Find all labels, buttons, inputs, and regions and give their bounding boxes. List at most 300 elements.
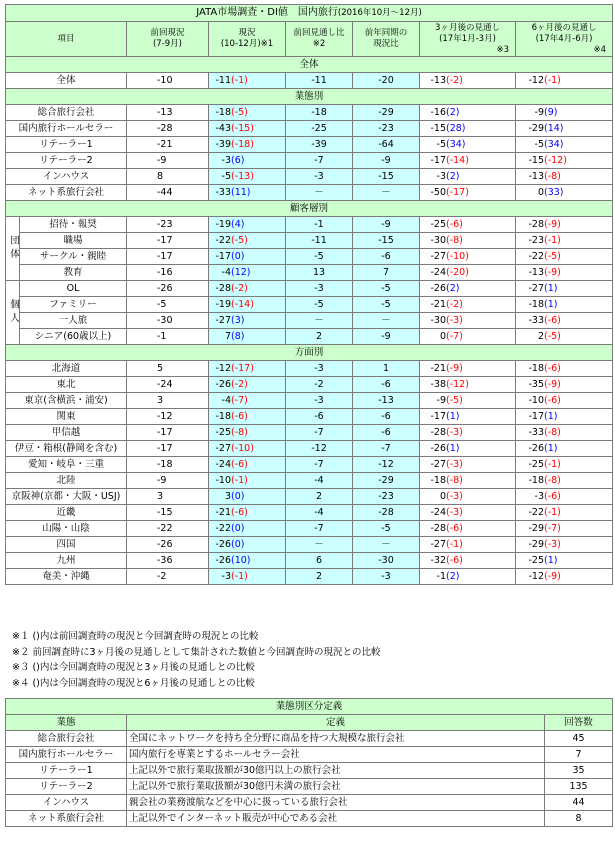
cell-forecast-3m [420, 313, 516, 329]
cell-prev-forecast: 2 [286, 329, 353, 345]
now-value: -5 [221, 170, 231, 182]
table-row [6, 169, 613, 185]
now-value: -43 [215, 122, 231, 134]
row-label: 東北 [6, 377, 127, 393]
f3-change: (-3) [446, 314, 463, 326]
cell-prev: -18 [127, 457, 209, 473]
cell-forecast-6m [516, 377, 613, 393]
now-change: (-15) [231, 122, 254, 134]
table-row [6, 569, 613, 585]
cell-prev-forecast: － [286, 185, 353, 201]
cell-forecast-6m [516, 569, 613, 585]
f3-change: (-7) [446, 330, 463, 342]
now-value: -10 [215, 474, 231, 486]
cell-yoy: -23 [353, 489, 420, 505]
definition-header-row [6, 715, 613, 731]
cell-prev: -15 [127, 505, 209, 521]
cell-yoy: -3 [353, 569, 420, 585]
f3-change: (-8) [446, 474, 463, 486]
cell-yoy: -29 [353, 473, 420, 489]
now-value: -19 [215, 218, 231, 230]
cell-now [209, 473, 286, 489]
definition-header-desc: 定義 [127, 715, 545, 731]
now-change: (-1) [231, 474, 248, 486]
f3-change: (-9) [446, 362, 463, 374]
f3-change: (2) [446, 570, 460, 582]
header-prev: 前回現況 (7-9月) [127, 22, 209, 57]
cell-forecast-6m [516, 233, 613, 249]
table-row [6, 377, 613, 393]
cell-prev-forecast: -7 [286, 521, 353, 537]
f6-value: -27 [528, 282, 544, 294]
f3-value: -28 [430, 522, 446, 534]
f6-change: (-9) [544, 378, 561, 390]
row-label: OL [20, 281, 127, 297]
cell-forecast-3m [420, 457, 516, 473]
f3-change: (2) [446, 170, 460, 182]
cell-now [209, 297, 286, 313]
now-change: (0) [231, 538, 245, 550]
f6-change: (-6) [544, 394, 561, 406]
cell-prev-forecast: 13 [286, 265, 353, 281]
f6-value: -29 [528, 522, 544, 534]
definition-count: 35 [545, 763, 613, 779]
cell-forecast-3m [420, 489, 516, 505]
cell-prev-forecast: -6 [286, 409, 353, 425]
cell-prev-forecast: -2 [286, 377, 353, 393]
now-change: (12) [231, 266, 251, 278]
now-change: (-8) [231, 426, 248, 438]
title-row [6, 5, 613, 22]
row-label: 職場 [20, 233, 127, 249]
f3-change: (2) [446, 106, 460, 118]
cell-forecast-6m [516, 489, 613, 505]
f6-value: -18 [528, 474, 544, 486]
now-change: (-17) [231, 362, 254, 374]
table-row [6, 521, 613, 537]
cell-forecast-6m [516, 425, 613, 441]
f6-value: -25 [528, 554, 544, 566]
f6-change: (-5) [544, 330, 561, 342]
cell-yoy: -13 [353, 393, 420, 409]
definition-type: リテーラー2 [6, 779, 127, 795]
cell-forecast-3m [420, 425, 516, 441]
section-title: 顧客層別 [6, 201, 613, 217]
cell-prev-forecast: -3 [286, 281, 353, 297]
f3-value: -26 [430, 282, 446, 294]
section-header-row [6, 57, 613, 73]
cell-now [209, 137, 286, 153]
cell-forecast-3m [420, 409, 516, 425]
now-value: -27 [215, 314, 231, 326]
now-value: -18 [215, 106, 231, 118]
now-change: (3) [231, 314, 245, 326]
f6-value: -17 [528, 410, 544, 422]
now-value: -25 [215, 426, 231, 438]
row-label: 招待・報奨 [20, 217, 127, 233]
table-row [6, 105, 613, 121]
cell-yoy: -64 [353, 137, 420, 153]
cell-forecast-6m [516, 505, 613, 521]
f6-change: (-8) [544, 474, 561, 486]
now-change: (-5) [231, 106, 248, 118]
cell-prev-forecast: 6 [286, 553, 353, 569]
f3-change: (-6) [446, 554, 463, 566]
cell-forecast-6m [516, 553, 613, 569]
definition-desc: 国内旅行を専業とするホールセラー会社 [127, 747, 545, 763]
f3-change: (34) [446, 138, 466, 150]
cell-prev-forecast: 2 [286, 489, 353, 505]
cell-prev-forecast: -5 [286, 297, 353, 313]
f6-change: (34) [544, 138, 564, 150]
table-row [6, 393, 613, 409]
cell-forecast-6m [516, 313, 613, 329]
table-title [6, 5, 613, 22]
f6-change: (-1) [544, 234, 561, 246]
f3-value: -13 [430, 74, 446, 86]
f3-value: -5 [436, 138, 446, 150]
group-label-dantai [6, 217, 20, 281]
f6-change: (-1) [544, 506, 561, 518]
cell-now [209, 249, 286, 265]
f3-change: (1) [446, 410, 460, 422]
cell-forecast-6m [516, 185, 613, 201]
cell-forecast-3m [420, 537, 516, 553]
footnote: ※３ ()内は今回調査時の現況と3ヶ月後の見通しとの比較 [12, 662, 255, 673]
now-value: -11 [215, 74, 231, 86]
row-label: 関東 [6, 409, 127, 425]
f3-change: (-8) [446, 234, 463, 246]
f6-value: -22 [528, 506, 544, 518]
f6-change: (1) [544, 554, 558, 566]
f6-value: -25 [528, 458, 544, 470]
header-item: 項目 [6, 22, 127, 57]
cell-forecast-6m [516, 361, 613, 377]
f6-value: -29 [528, 122, 544, 134]
table-row [6, 297, 613, 313]
now-value: -22 [215, 234, 231, 246]
f6-change: (-1) [544, 74, 561, 86]
now-change: (-5) [231, 234, 248, 246]
cell-now [209, 569, 286, 585]
f6-value: -23 [528, 234, 544, 246]
f6-change: (1) [544, 298, 558, 310]
f6-value: -12 [528, 570, 544, 582]
now-value: -39 [215, 138, 231, 150]
f3-value: -38 [430, 378, 446, 390]
definition-desc: 全国にネットワークを持ち全分野に商品を持つ大規模な旅行会社 [127, 731, 545, 747]
f3-value: -21 [430, 362, 446, 374]
f3-value: -30 [430, 314, 446, 326]
section-title: 方面別 [6, 345, 613, 361]
table-row [6, 361, 613, 377]
f6-value: 0 [537, 186, 544, 198]
f3-value: -21 [430, 298, 446, 310]
cell-forecast-6m [516, 393, 613, 409]
cell-prev-forecast: -7 [286, 153, 353, 169]
definition-desc: 親会社の業務渡航などを中心に扱っている旅行会社 [127, 795, 545, 811]
f3-change: (-6) [446, 522, 463, 534]
f3-value: -50 [430, 186, 446, 198]
cell-prev: -17 [127, 233, 209, 249]
cell-yoy: -7 [353, 441, 420, 457]
now-change: (6) [231, 154, 245, 166]
f3-change: (-10) [446, 250, 469, 262]
cell-forecast-3m [420, 441, 516, 457]
f3-change: (-6) [446, 218, 463, 230]
cell-yoy: － [353, 185, 420, 201]
cell-forecast-6m [516, 281, 613, 297]
f6-value: -28 [528, 218, 544, 230]
title-text: JATA市場調査・DI値 国内旅行 [196, 7, 338, 18]
row-label: 全体 [6, 73, 127, 89]
row-label: 伊豆・箱根(静岡を含む) [6, 441, 127, 457]
cell-prev-forecast: -11 [286, 233, 353, 249]
f6-change: (-6) [544, 314, 561, 326]
definition-row [6, 779, 613, 795]
cell-prev-forecast: -11 [286, 73, 353, 89]
cell-prev: -28 [127, 121, 209, 137]
row-label: ファミリー [20, 297, 127, 313]
table-row [6, 329, 613, 345]
now-change: (-13) [231, 170, 254, 182]
f6-change: (-1) [544, 458, 561, 470]
f6-change: (-6) [544, 490, 561, 502]
section-header-row [6, 89, 613, 105]
table-row [6, 281, 613, 297]
f3-change: (-12) [446, 378, 469, 390]
f3-change: (-14) [446, 154, 469, 166]
f6-change: (33) [544, 186, 564, 198]
cell-forecast-3m [420, 393, 516, 409]
cell-yoy: 7 [353, 265, 420, 281]
header-forecast-6m: 6ヶ月後の見通し (17年4月-6月) ※4 [516, 22, 613, 57]
header-yoy: 前年同期の 現況比 [353, 22, 420, 57]
cell-prev-forecast: -1 [286, 217, 353, 233]
cell-forecast-3m [420, 297, 516, 313]
cell-now [209, 457, 286, 473]
footnote: ※１ ()内は前回調査時の現況と今回調査時の現況との比較 [12, 631, 259, 642]
f3-change: (-5) [446, 394, 463, 406]
cell-prev: -13 [127, 105, 209, 121]
cell-yoy: -28 [353, 505, 420, 521]
cell-prev-forecast: -3 [286, 361, 353, 377]
cell-prev-forecast: -4 [286, 505, 353, 521]
cell-prev-forecast: -7 [286, 457, 353, 473]
cell-forecast-6m [516, 121, 613, 137]
f6-value: -13 [528, 170, 544, 182]
now-change: (-1) [231, 74, 248, 86]
f3-value: 0 [439, 330, 446, 342]
f3-change: (-2) [446, 298, 463, 310]
cell-prev: -22 [127, 521, 209, 537]
cell-yoy: -5 [353, 297, 420, 313]
f3-change: (-2) [446, 74, 463, 86]
table-row [6, 249, 613, 265]
cell-forecast-6m [516, 217, 613, 233]
f3-value: -24 [430, 506, 446, 518]
f6-value: -18 [528, 298, 544, 310]
definition-desc: 上記以外でインターネット販売が中心である会社 [127, 811, 545, 827]
row-label: 山陽・山陰 [6, 521, 127, 537]
cell-now [209, 265, 286, 281]
f6-change: (-6) [544, 362, 561, 374]
section-title: 業態別 [6, 89, 613, 105]
section-title: 全体 [6, 57, 613, 73]
cell-forecast-6m [516, 249, 613, 265]
row-label: インハウス [6, 169, 127, 185]
cell-forecast-3m [420, 553, 516, 569]
cell-prev-forecast: -4 [286, 473, 353, 489]
cell-now [209, 281, 286, 297]
f6-change: (-9) [544, 570, 561, 582]
f6-change: (1) [544, 442, 558, 454]
now-value: -26 [215, 378, 231, 390]
f3-change: (-3) [446, 426, 463, 438]
cell-forecast-6m [516, 297, 613, 313]
cell-yoy: -30 [353, 553, 420, 569]
row-label: 北陸 [6, 473, 127, 489]
cell-prev: -26 [127, 537, 209, 553]
table-row [6, 441, 613, 457]
row-label: 北海道 [6, 361, 127, 377]
f3-value: -15 [430, 122, 446, 134]
cell-forecast-6m [516, 73, 613, 89]
f6-value: -15 [528, 154, 544, 166]
definition-type: ネット系旅行会社 [6, 811, 127, 827]
definition-count: 8 [545, 811, 613, 827]
now-value: -24 [215, 458, 231, 470]
table-row [6, 505, 613, 521]
row-label: 近畿 [6, 505, 127, 521]
cell-prev: -44 [127, 185, 209, 201]
cell-yoy: -6 [353, 425, 420, 441]
now-change: (11) [231, 186, 251, 198]
f6-value: -18 [528, 362, 544, 374]
cell-forecast-3m [420, 73, 516, 89]
f3-value: -27 [430, 458, 446, 470]
now-value: -4 [221, 266, 231, 278]
f6-value: -5 [534, 138, 544, 150]
cell-yoy: -9 [353, 329, 420, 345]
now-value: -17 [215, 250, 231, 262]
f3-value: -27 [430, 250, 446, 262]
cell-forecast-3m [420, 169, 516, 185]
cell-forecast-3m [420, 473, 516, 489]
f6-value: -13 [528, 266, 544, 278]
cell-forecast-3m [420, 105, 516, 121]
f6-value: -29 [528, 538, 544, 550]
now-change: (-10) [231, 442, 254, 454]
cell-now [209, 73, 286, 89]
cell-prev: -16 [127, 265, 209, 281]
definition-table [5, 698, 613, 827]
definition-type: リテーラー1 [6, 763, 127, 779]
cell-now [209, 105, 286, 121]
definition-type: 総合旅行会社 [6, 731, 127, 747]
cell-yoy: -6 [353, 377, 420, 393]
now-change: (10) [231, 554, 251, 566]
section-header-row [6, 345, 613, 361]
now-change: (-7) [231, 394, 248, 406]
f3-value: -17 [430, 410, 446, 422]
cell-prev-forecast: 2 [286, 569, 353, 585]
table-row [6, 553, 613, 569]
cell-prev: -10 [127, 73, 209, 89]
row-label: 一人旅 [20, 313, 127, 329]
table-row [6, 313, 613, 329]
cell-prev: -1 [127, 329, 209, 345]
row-label: 愛知・岐阜・三重 [6, 457, 127, 473]
f3-value: -30 [430, 234, 446, 246]
table-row [6, 473, 613, 489]
now-change: (4) [231, 218, 245, 230]
cell-forecast-3m [420, 137, 516, 153]
cell-yoy: -6 [353, 409, 420, 425]
f3-value: -27 [430, 538, 446, 550]
cell-forecast-3m [420, 521, 516, 537]
f3-value: -25 [430, 218, 446, 230]
cell-now [209, 393, 286, 409]
f3-value: -32 [430, 554, 446, 566]
f3-change: (1) [446, 442, 460, 454]
definition-count: 45 [545, 731, 613, 747]
cell-forecast-3m [420, 505, 516, 521]
cell-prev: -17 [127, 441, 209, 457]
cell-prev: -30 [127, 313, 209, 329]
now-change: (0) [231, 522, 245, 534]
definition-row [6, 731, 613, 747]
definition-desc: 上記以外で旅行業取扱額が30億円未満の旅行会社 [127, 779, 545, 795]
definition-title-row [6, 699, 613, 715]
f3-change: (-1) [446, 538, 463, 550]
f3-value: -9 [436, 394, 446, 406]
now-change: (-6) [231, 410, 248, 422]
cell-forecast-6m [516, 473, 613, 489]
cell-prev-forecast: － [286, 537, 353, 553]
table-row [6, 121, 613, 137]
definition-row [6, 747, 613, 763]
cell-prev: -2 [127, 569, 209, 585]
f6-change: (-3) [544, 538, 561, 550]
f3-change: (28) [446, 122, 466, 134]
now-change: (8) [231, 330, 245, 342]
row-label: 九州 [6, 553, 127, 569]
definition-row [6, 795, 613, 811]
cell-yoy: -15 [353, 169, 420, 185]
group-label-text: 団体 [8, 235, 19, 262]
cell-forecast-3m [420, 281, 516, 297]
row-label: 甲信越 [6, 425, 127, 441]
table-row [6, 537, 613, 553]
f3-value: -28 [430, 426, 446, 438]
f3-value: -18 [430, 474, 446, 486]
cell-yoy: -29 [353, 105, 420, 121]
cell-prev: -12 [127, 409, 209, 425]
definition-row [6, 811, 613, 827]
now-value: -3 [221, 154, 231, 166]
table-row [6, 137, 613, 153]
now-change: (-14) [231, 298, 254, 310]
f6-value: -10 [528, 394, 544, 406]
f3-change: (2) [446, 282, 460, 294]
cell-forecast-6m [516, 409, 613, 425]
cell-forecast-3m [420, 377, 516, 393]
cell-forecast-6m [516, 537, 613, 553]
definition-row [6, 763, 613, 779]
cell-forecast-6m [516, 441, 613, 457]
f3-value: -24 [430, 266, 446, 278]
